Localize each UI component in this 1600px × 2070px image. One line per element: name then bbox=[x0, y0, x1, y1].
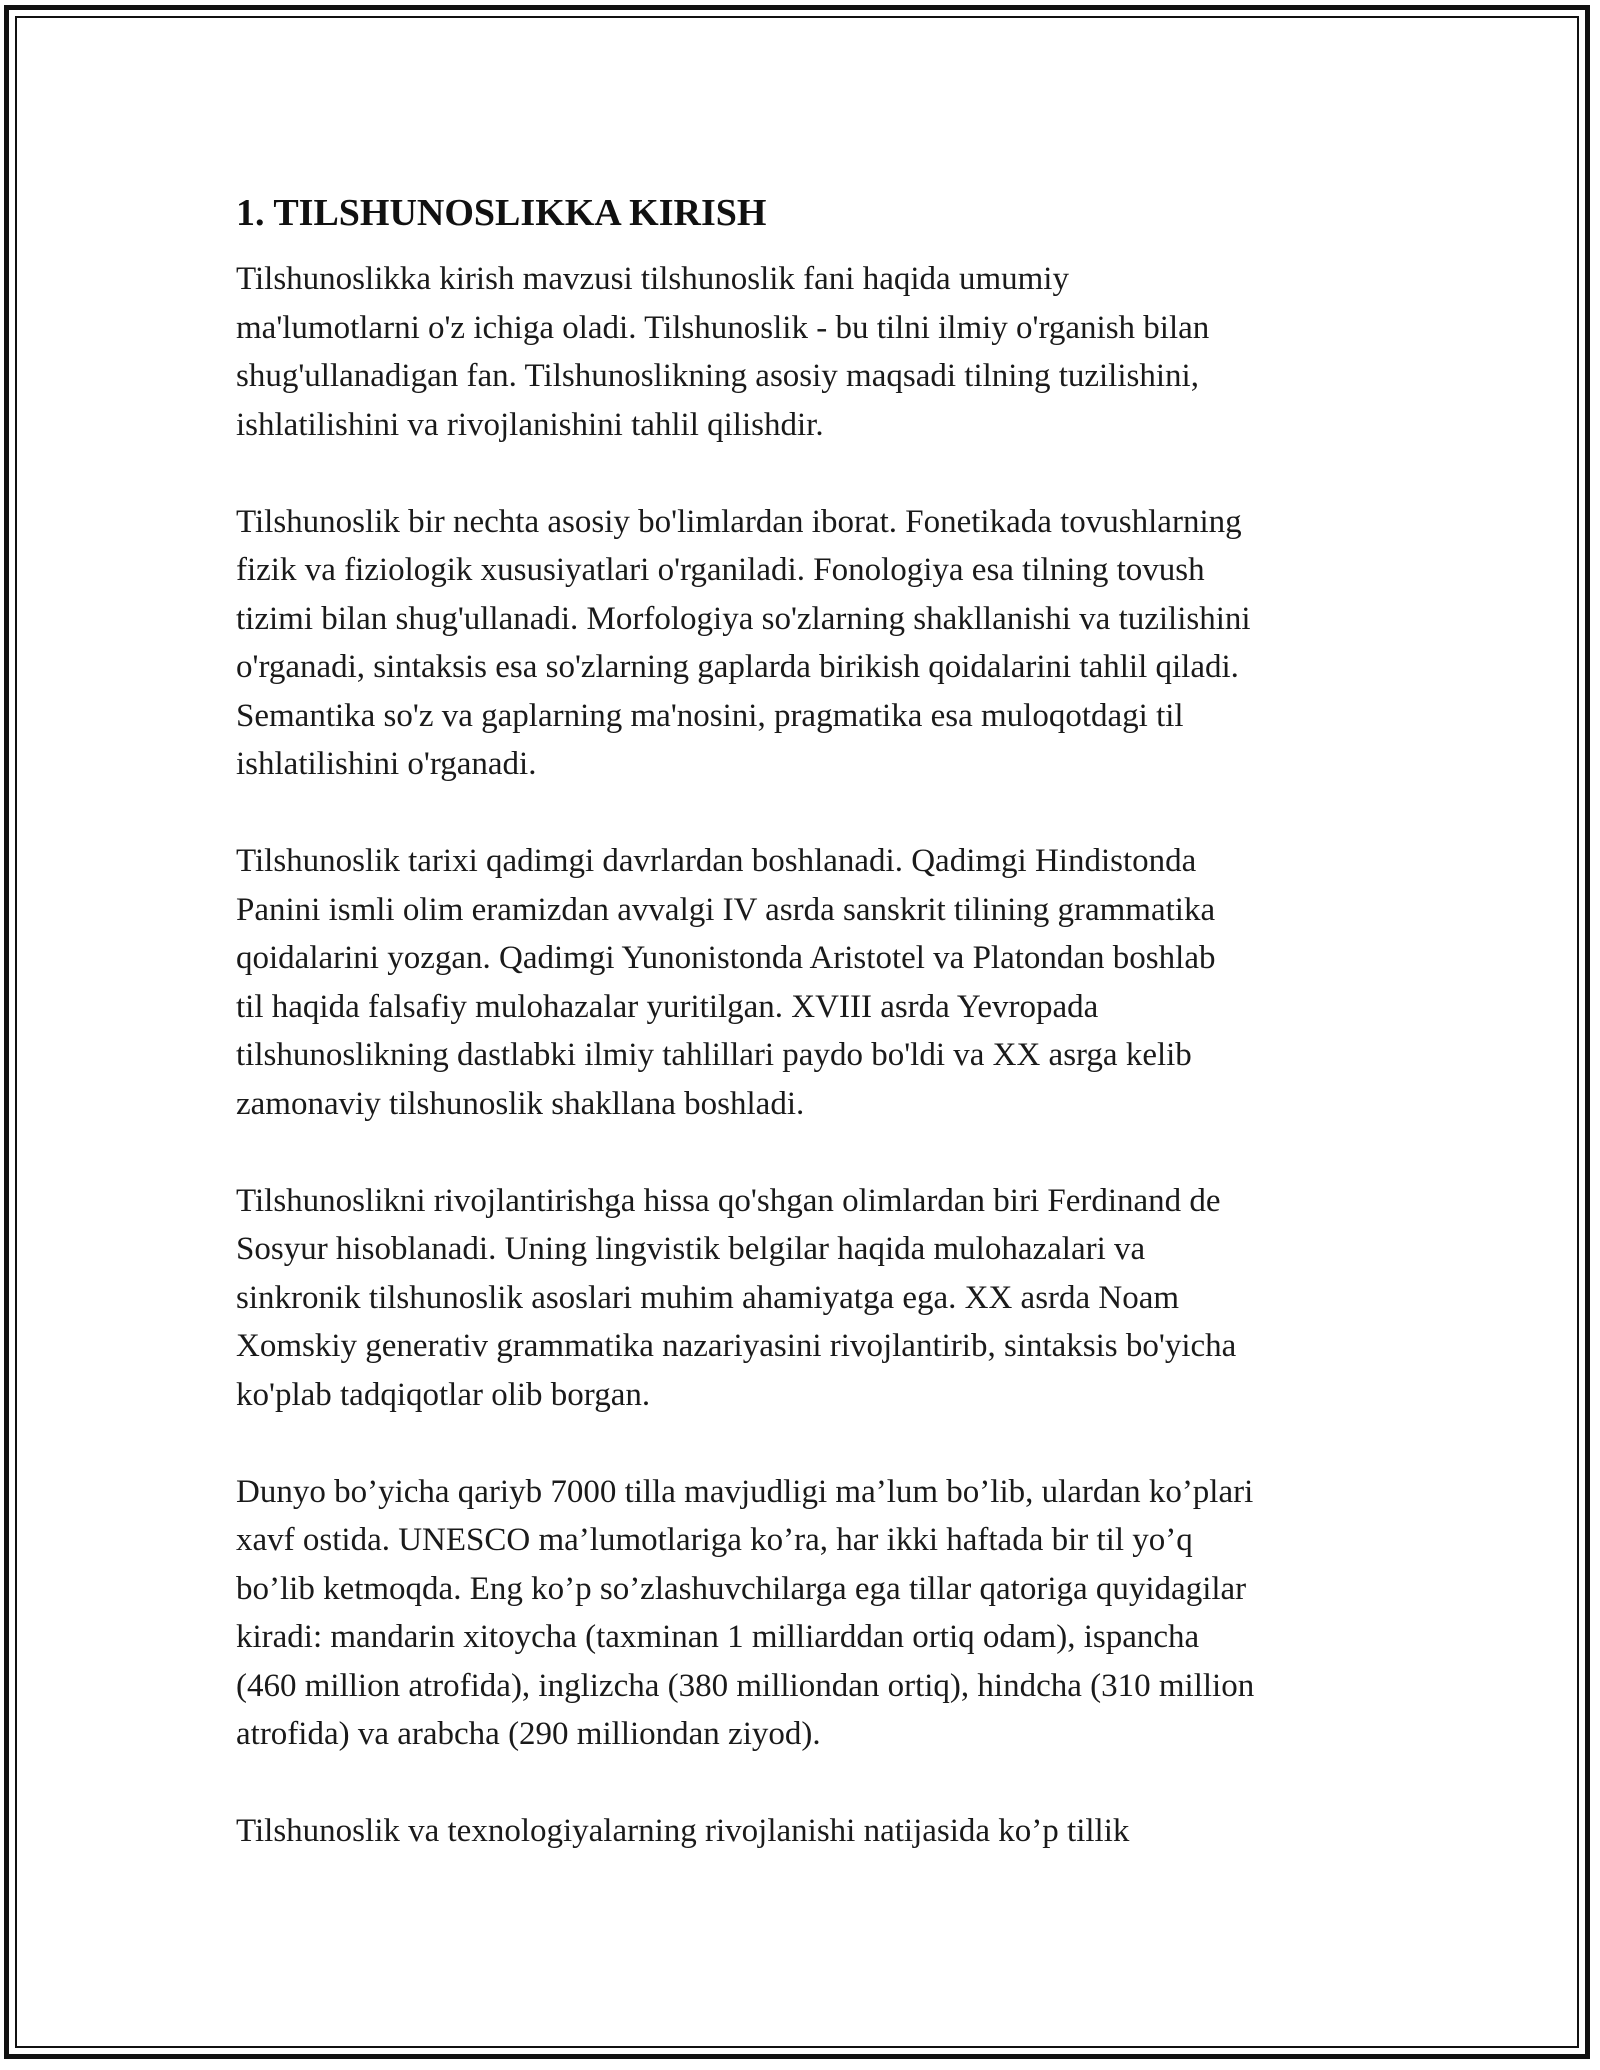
paragraph-line: ishlatilishini o'rganadi. bbox=[236, 746, 537, 782]
paragraph-line: tizimi bilan shug'ullanadi. Morfologiya so'zlarning shakllanishi va tuzilishini bbox=[236, 600, 1251, 637]
paragraph-line: shug'ullanadigan fan. Tilshunoslikning asosiy maqsadi tilning tuzilishini, bbox=[236, 358, 1199, 394]
paragraph-line: Panini ismli olim eramizdan avvalgi IV asrda sanskrit tilining grammatika bbox=[236, 891, 1216, 928]
paragraph-line: sinkronik tilshunoslik asoslari muhim ahamiyatga ega. XX asrda Noam bbox=[236, 1279, 1180, 1316]
paragraph-line: Semantika so'z va gaplarning ma'nosini, pragmatika esa muloqotdagi til bbox=[236, 697, 1184, 734]
paragraph-line: (460 million atrofida), inglizcha (380 milliondan ortiq), hindcha (310 million bbox=[236, 1667, 1255, 1704]
paragraph-line: ma'lumotlarni o'z ichiga oladi. Tilshunoslik - bu tilni ilmiy o'rganish bilan bbox=[236, 309, 1210, 346]
document-title: 1. TILSHUNOSLIKKA KIRISH bbox=[236, 192, 767, 234]
paragraph bbox=[236, 498, 1386, 789]
paragraph-line: Tilshunoslikka kirish mavzusi tilshunoslik fani haqida umumiy bbox=[236, 261, 1069, 297]
paragraph-line: atrofida) va arabcha (290 milliondan ziyod). bbox=[236, 1716, 821, 1752]
paragraph-line: Dunyo bo’yicha qariyb 7000 tilla mavjudligi ma’lum bo’lib, ulardan ko’plari bbox=[236, 1473, 1254, 1510]
paragraph-line: Tilshunoslikni rivojlantirishga hissa qo'shgan olimlardan biri Ferdinand de bbox=[236, 1182, 1221, 1219]
paragraph bbox=[236, 1807, 1386, 1856]
paragraph-line: kiradi: mandarin xitoycha (taxminan 1 milliarddan ortiq odam), ispancha bbox=[236, 1619, 1200, 1655]
paragraphs-container bbox=[236, 255, 1386, 1856]
paragraph-line: o'rganadi, sintaksis esa so'zlarning gaplarda birikish qoidalarini tahlil qiladi. bbox=[236, 649, 1239, 685]
paragraph-line: Tilshunoslik va texnologiyalarning rivojlanishi natijasida ko’p tillik bbox=[236, 1813, 1130, 1849]
paragraph bbox=[236, 255, 1386, 449]
document-body bbox=[236, 183, 1386, 1904]
paragraph-line: Tilshunoslik bir nechta asosiy bo'limlardan iborat. Fonetikada tovushlarning bbox=[236, 503, 1242, 540]
paragraph-line: tilshunoslikning dastlabki ilmiy tahlillari paydo bo'ldi va XX asrga kelib bbox=[236, 1037, 1192, 1073]
paragraph-line: fizik va fiziologik xususiyatlari o'rganiladi. Fonologiya esa tilning tovush bbox=[236, 552, 1205, 588]
paragraph bbox=[236, 1177, 1386, 1420]
paragraph bbox=[236, 1468, 1386, 1759]
paragraph-line: til haqida falsafiy mulohazalar yuritilgan. XVIII asrda Yevropada bbox=[236, 988, 1099, 1025]
paragraph-line: ishlatilishini va rivojlanishini tahlil qilishdir. bbox=[236, 406, 824, 443]
paragraph-line: bo’lib ketmoqda. Eng ko’p so’zlashuvchilarga ega tillar qatoriga quyidagilar bbox=[236, 1570, 1247, 1607]
paragraph bbox=[236, 837, 1386, 1128]
paragraph-line: Tilshunoslik tarixi qadimgi davrlardan boshlanadi. Qadimgi Hindistonda bbox=[236, 843, 1197, 879]
paragraph-line: Xomskiy generativ grammatika nazariyasini rivojlantirib, sintaksis bo'yicha bbox=[236, 1328, 1237, 1364]
paragraph-line: xavf ostida. UNESCO ma’lumotlariga ko’ra, har ikki haftada bir til yo’q bbox=[236, 1522, 1193, 1558]
paragraph-line: Sosyur hisoblanadi. Uning lingvistik belgilar haqida mulohazalari va bbox=[236, 1231, 1146, 1267]
paragraph-line: ko'plab tadqiqotlar olib borgan. bbox=[236, 1376, 651, 1413]
paragraph-line: zamonaviy tilshunoslik shakllana boshladi. bbox=[236, 1085, 805, 1122]
paragraph-line: qoidalarini yozgan. Qadimgi Yunonistonda Aristotel va Platondan boshlab bbox=[236, 940, 1216, 976]
